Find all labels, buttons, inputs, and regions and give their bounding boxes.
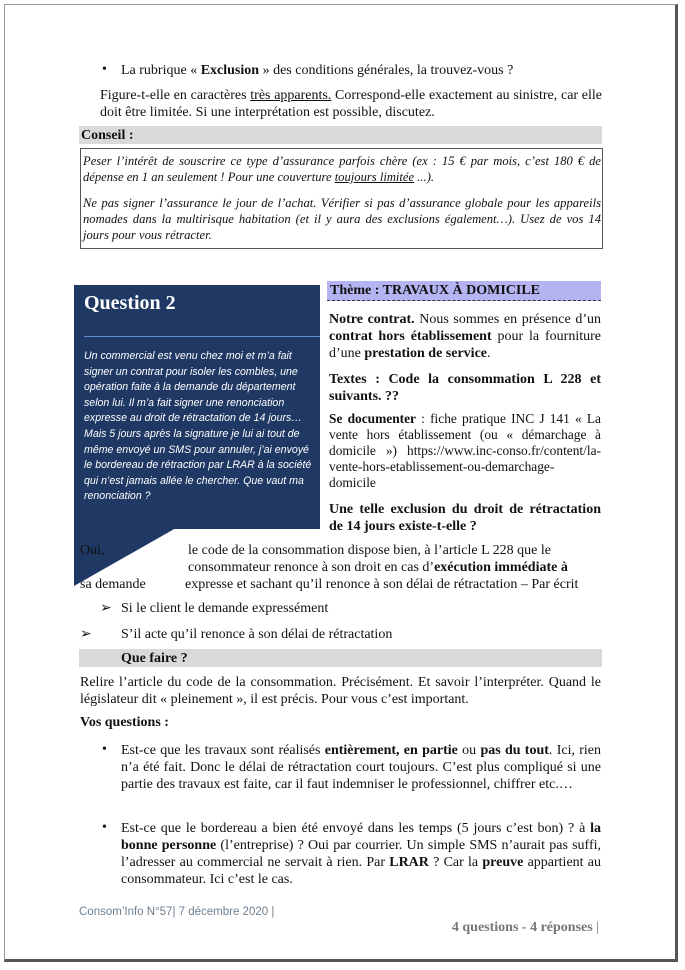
theme-banner: Thème : TRAVAUX À DOMICILE bbox=[327, 281, 601, 301]
conseil-band bbox=[79, 126, 602, 144]
bullet-dot: • bbox=[102, 62, 107, 77]
exclusion-question: La rubrique « Exclusion » des conditions générales, la trouvez-vous ? bbox=[121, 63, 514, 78]
conseil-heading: Conseil : bbox=[81, 128, 134, 143]
conseil-paragraph-2: Ne pas signer l’assurance le jour de l’achat. Vérifier si pas d’assurance globale pour les appareils nomades dans la multirisque habitation (et il y aura des exclusions également…). Usez de vos 14 jours pour vous rétracter. bbox=[83, 196, 601, 242]
condition-item-1: Si le client le demande expressément bbox=[121, 601, 329, 616]
textes-reference: Textes : Code la consommation L 228 et suivants. ?? bbox=[329, 372, 601, 404]
arrow-bullet-icon: ➢ bbox=[80, 627, 92, 642]
footer-title: 4 questions - 4 réponses | bbox=[451, 920, 599, 935]
answer-line-1: le code de la consommation dispose bien, à l’article L 228 que le bbox=[188, 543, 551, 558]
answer-oui: Oui, bbox=[80, 543, 105, 558]
bullet-dot: • bbox=[102, 742, 107, 757]
question-title: Question 2 bbox=[84, 292, 176, 314]
quefaire-text: Relire l’article du code de la consommation. Précisément. Et savoir l’interpréter. Quand le législateur dit « pleinement », il est précis. Pour vous c’est important. bbox=[80, 675, 601, 707]
quefaire-heading: Que faire ? bbox=[121, 651, 188, 666]
answer-line-3-left: sa demande bbox=[80, 577, 146, 592]
question-divider bbox=[84, 336, 320, 337]
footer-issue: Consom’Info N°57| 7 décembre 2020 | bbox=[79, 906, 275, 918]
question-text: Un commercial est venu chez moi et m’a fait signer un contrat pour isoler les combles, une opération faite à la demande du département selon lui. Il m’a fait signer une renonciation expresse au droit de rétractation de 14 jours… Mais 5 jours après la signature je lui ai tout de même envoyé un SMS pour annuler, j’ai envoyé le bordereau de rétraction par LRAR à la société qui n’est jamais allée le chercher. Que vaut ma renonciation ? bbox=[84, 350, 312, 503]
vos-question-1: Est-ce que les travaux sont réalisés entièrement, en partie ou pas du tout. Ici, rien n’a été fait. Donc le délai de rétractation court toujours. C’est plus compliqué si une partie des travaux est faite, car il faut indemniser le professionnel, chiffrer etc.… bbox=[121, 743, 602, 792]
vos-question-2: Est-ce que le bordereau a bien été envoyé dans les temps (5 jours c’est bon) ? à la bonne personne (l’entreprise) ? Oui par courrier. Un simple SMS n’aurait pas suffi, l’adresser au commercial ne servait à rien. Par LRAR ? Car la preuve appartient au consommateur. Ici c’est le cas. bbox=[121, 821, 601, 887]
rights-question: Une telle exclusion du droit de rétractation de 14 jours existe-t-elle ? bbox=[329, 502, 601, 534]
notre-contrat: Notre contrat. Nous sommes en présence d’un contrat hors établissement pour la fourniture d’une prestation de service. bbox=[329, 312, 601, 361]
vos-questions-heading: Vos questions : bbox=[80, 715, 169, 730]
answer-line-2: consommateur renonce à son droit en cas d’exécution immédiate à bbox=[188, 560, 568, 575]
se-documenter: Se documenter : fiche pratique INC J 141 « La vente hors établissement (ou « démarchage à domicile ») https://www.inc-conso.fr/content/la-vente-hors-etablissement-ou-demarchage-domicile bbox=[329, 411, 601, 490]
condition-item-2: S’il acte qu’il renonce à son délai de rétractation bbox=[121, 627, 393, 642]
arrow-bullet-icon: ➢ bbox=[100, 601, 112, 616]
answer-line-3: expresse et sachant qu’il renonce à son délai de rétractation – Par écrit bbox=[185, 577, 579, 592]
exclusion-paragraph: Figure-t-elle en caractères très apparents. Correspond-elle exactement au sinistre, car elle doit être limitée. Si une interprétation est possible, discutez. bbox=[100, 88, 602, 120]
bullet-dot: • bbox=[102, 820, 107, 835]
conseil-paragraph-1: Peser l’intérêt de souscrire ce type d’assurance parfois chère (ex : 15 € par mois, c’est 180 € de dépense en 1 an seulement ! Pour une couverture toujours limitée ...). bbox=[83, 154, 601, 184]
